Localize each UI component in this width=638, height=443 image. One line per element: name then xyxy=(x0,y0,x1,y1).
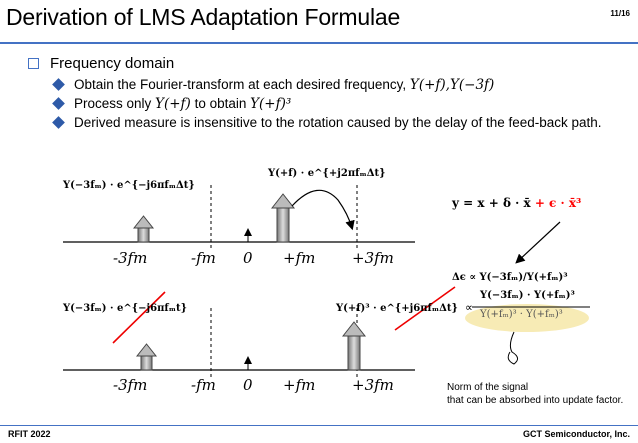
sub-bullet-3-text: Derived measure is insensitive to the rotation caused by the delay of the feed-back path. xyxy=(74,115,602,130)
delta-eps-line1: Δϵ ∝ Y(−3fₘ)/Y(+fₘ)³ xyxy=(452,272,568,283)
bottom-right-label: Y(+f)³ · e^{+j6πfₘΔt} xyxy=(336,303,458,314)
sub-bullet-2-math-b: Y(+f)³ xyxy=(250,96,292,112)
bottom-arrow-plus3fm xyxy=(343,322,365,370)
top-axis-label-plus3fm: +3fm xyxy=(352,249,394,267)
bottom-axis-label-plusfm: +fm xyxy=(283,376,316,394)
top-right-label: Y(+f) · e^{+j2πfₘΔt} xyxy=(268,168,386,179)
top-arrow-plusfm xyxy=(272,194,294,242)
bottom-axis-label-zero: 0 xyxy=(243,376,253,394)
strike-bottom-left xyxy=(113,292,165,343)
sub-bullet-2-text: Process only xyxy=(74,96,156,111)
sub-bullet-2-math-a: Y(+f) xyxy=(155,96,191,112)
equation-pointer-arrow xyxy=(517,222,560,262)
norm-note xyxy=(447,381,623,407)
top-axis-label-zero: 0 xyxy=(243,249,253,267)
top-axis-label-minusfm: -fm xyxy=(191,249,216,267)
top-left-label: Y(−3fₘ) · e^{−j6πfₘΔt} xyxy=(63,180,195,191)
bullet-main-text: Frequency domain xyxy=(50,55,175,72)
sub-bullet-2-mid: to obtain xyxy=(190,96,251,111)
norm-note-line2: that can be absorbed into update factor. xyxy=(447,395,624,406)
bottom-left-label: Y(−3fₘ) · e^{−j6πfₘt} xyxy=(63,303,188,314)
slide-title: Derivation of LMS Adaptation Formulae xyxy=(6,4,401,30)
sub-bullet-1-text: Obtain the Fourier-transform at each desired frequency, xyxy=(74,77,410,92)
footer-left: RFIT 2022 xyxy=(8,429,51,439)
delta-eps-denominator: Y(+fₘ)³ · Y(+fₘ)³ xyxy=(480,309,563,320)
norm-pointer-squiggle xyxy=(508,332,517,364)
sub-bullet-1-math: Y(+f),Y(−3f) xyxy=(409,77,495,93)
top-curve-arrow xyxy=(292,190,352,228)
top-axis-label-plusfm: +fm xyxy=(283,249,316,267)
delta-eps-numerator: Y(−3fₘ) · Y(+fₘ)³ xyxy=(480,290,575,301)
bottom-axis-label-minus3fm: -3fm xyxy=(113,376,148,394)
top-arrow-minus3fm xyxy=(134,216,153,242)
bottom-axis-label-minusfm: -fm xyxy=(191,376,216,394)
delta-eps-propto: ∝ xyxy=(465,302,473,314)
bottom-arrow-minus3fm xyxy=(137,344,156,370)
footer-right: GCT Semiconductor, Inc. xyxy=(522,429,630,439)
top-axis-label-minus3fm: -3fm xyxy=(113,249,148,267)
bottom-axis-label-plus3fm: +3fm xyxy=(352,376,394,394)
footer-rule xyxy=(0,425,638,426)
signal-model-equation: y = x + δ · x̄ + ϵ · x̄³ xyxy=(452,196,582,210)
norm-note-line1: Norm of the signal xyxy=(447,382,529,393)
page-number: 11/16 xyxy=(610,9,630,18)
